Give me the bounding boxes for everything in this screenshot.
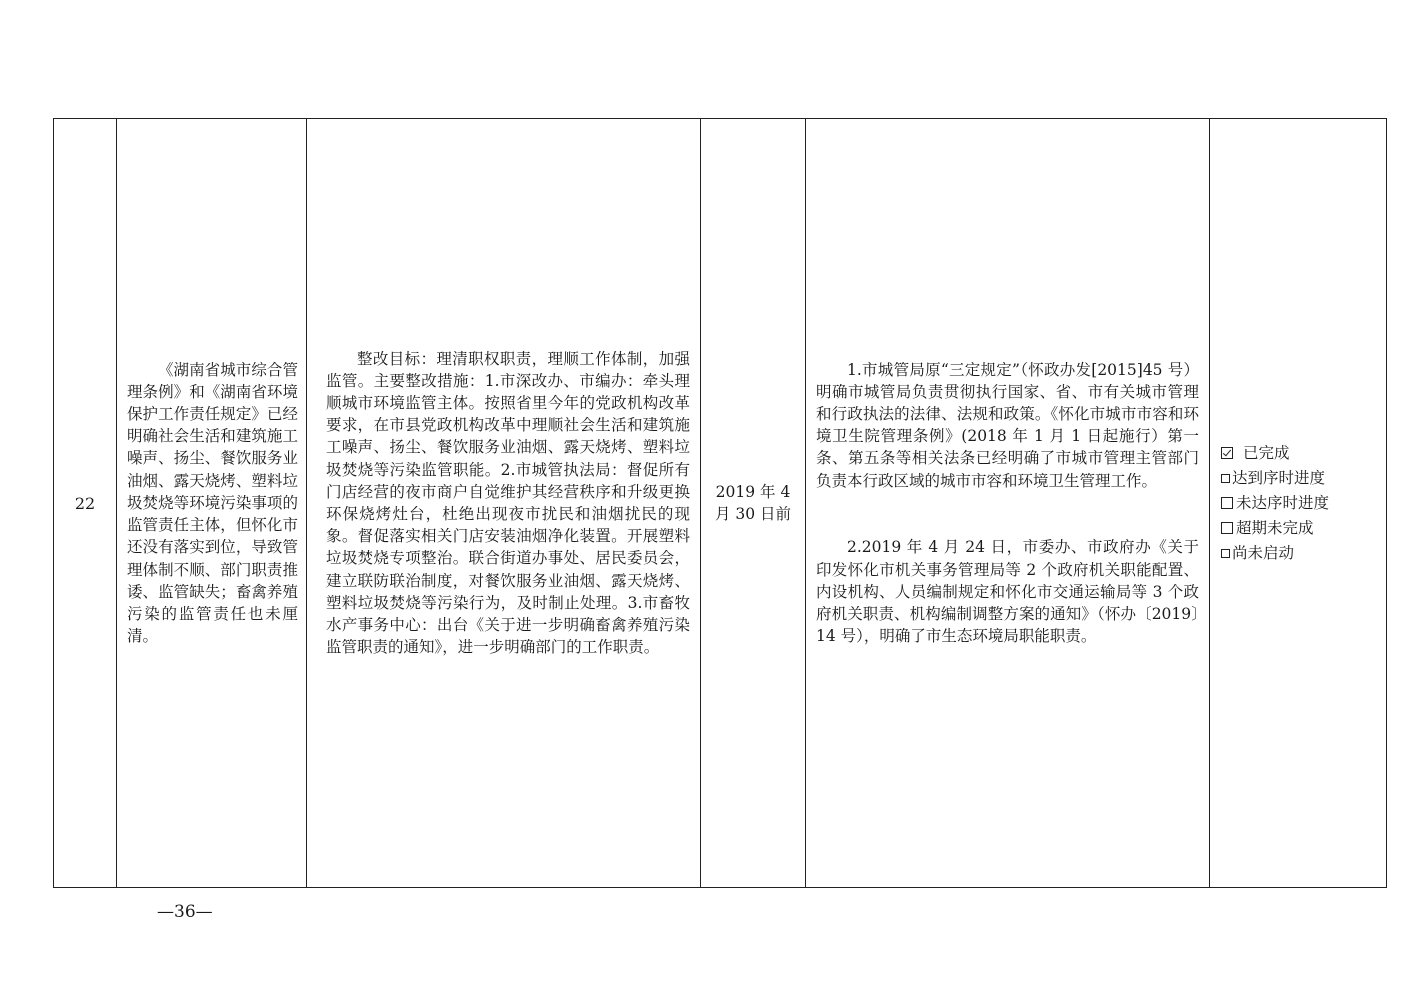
status-option-on-schedule[interactable] [1221, 466, 1386, 491]
status-option-not-started[interactable] [1221, 541, 1386, 566]
unchecked-box-icon [1221, 474, 1230, 483]
status-label: 达到序时进度 [1232, 468, 1326, 487]
measures-cell [307, 119, 701, 888]
item-number-cell [54, 119, 117, 888]
status-label: 未达序时进度 [1236, 493, 1330, 512]
measures-text: 整改目标：理清职权职责，理顺工作体制，加强监管。主要整改措施：1.市深改办、市编办：牵头理顺城市环境监管主体。按照省里今年的党政机构改革要求，在市县党政机构改革中理顺社会生活和建筑施工噪声、扬尘、餐饮服务业油烟、露天烧烤、塑料垃圾焚烧等污染监管职能。2.市城管执法局：督促所有门店经营的夜市商户自觉维护其经营秩序和升级更换环保烧烤灶台，杜绝出现夜市扰民和油烟扰民的现象。督促落实相关门店安装油烟净化装置。开展塑料垃圾焚烧专项整治。联合街道办事处、居民委员会，建立联防联治制度，对餐饮服务业油烟、露天烧烤、塑料垃圾焚烧等污染行为，及时制止处理。3.市畜牧水产事务中心：出台《关于进一步明确畜禽养殖污染监管职责的通知》，进一步明确部门的工作职责。 [326, 349, 690, 657]
progress-paragraph-2: 2.2019 年 4 月 24 日，市委办、市政府办《关于印发怀化市机关事务管理局等 2 个政府机关职能配置、内设机构、人员编制规定和怀化市交通运输局等 3 个政府机关职责、机构编制调整方案的通知》（怀办〔2019〕14 号），明确了市生态环境局职能职责。 [816, 538, 1199, 646]
rectification-table [53, 118, 1387, 888]
status-cell [1210, 119, 1387, 888]
progress-text [806, 314, 1209, 691]
item-number: 22 [74, 493, 96, 513]
status-option-completed[interactable] [1221, 441, 1386, 466]
status-option-behind-schedule[interactable] [1221, 491, 1386, 516]
unchecked-box-icon [1221, 522, 1233, 534]
issue-text: 《湖南省城市综合管理条例》和《湖南省环境保护工作责任规定》已经明确社会生活和建筑施工噪声、扬尘、餐饮服务业油烟、露天烧烤、塑料垃圾焚烧等环境污染事项的监管责任主体，但怀化市还没有落实到位，导致管理体制不顺、部门职责推诿、监管缺失；畜禽养殖污染的监管责任也未厘清。 [127, 360, 298, 646]
unchecked-box-icon [1221, 549, 1230, 558]
progress-cell [806, 119, 1210, 888]
status-label: 尚未启动 [1232, 543, 1295, 562]
status-label: 已完成 [1243, 443, 1290, 462]
status-label: 超期未完成 [1236, 518, 1314, 537]
unchecked-box-icon [1221, 497, 1233, 509]
progress-paragraph-1: 1.市城管局原“三定规定”（怀政办发[2015]45 号）明确市城管局负责贯彻执行国家、省、市有关城市管理和行政执法的法律、法规和政策。《怀化市城市市容和环境卫生院管理条例》(2018 年 1 月 1 日起施行）第一条、第五条等相关法条已经明确了市城市管理主管部门负责本行政区域的城市市容和环境卫生管理工作。 [816, 360, 1199, 490]
status-options [1210, 441, 1386, 566]
table-row [54, 119, 1387, 888]
page-number: —36— [157, 902, 213, 922]
deadline-cell [701, 119, 806, 888]
checked-box-icon [1221, 447, 1233, 459]
issue-cell [117, 119, 307, 888]
deadline-text: 2019 年 4 月 30 日前 [714, 483, 792, 523]
status-option-overdue[interactable] [1221, 516, 1386, 541]
